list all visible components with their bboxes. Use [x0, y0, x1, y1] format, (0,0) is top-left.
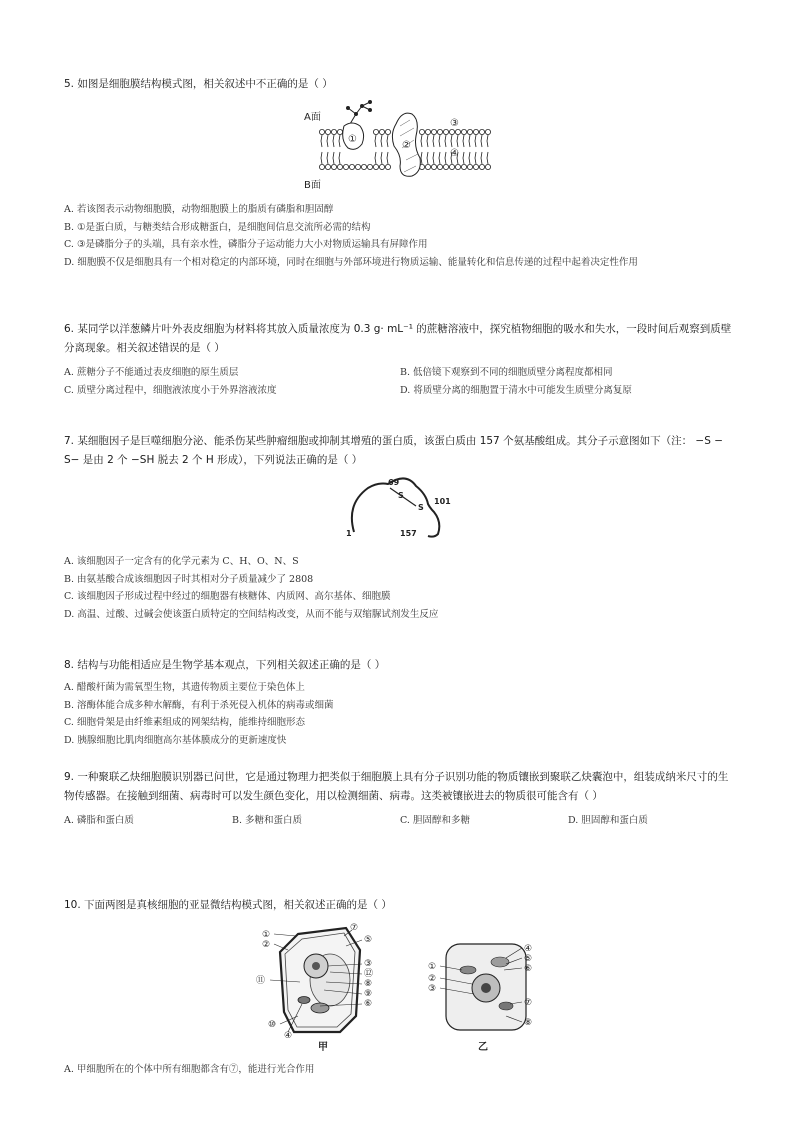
- yi-label-2: ②: [428, 974, 437, 984]
- jia-label-7: ⑦: [350, 923, 359, 933]
- yi-label-7: ⑦: [524, 998, 533, 1008]
- yi-label-5: ⑤: [524, 954, 533, 964]
- question-10-options: [64, 1061, 736, 1079]
- question-stem: 6. 某同学以洋葱鳞片叶外表皮细胞为材料将其放入质量浓度为 0.3 g· mL⁻¹ 的蔗糖溶液中，探究植物细胞的吸水和失水，一段时间后观察到质壁分离现象。相关叙述错误的是（ ）: [64, 323, 732, 354]
- option-c: C. 该细胞因子形成过程中经过的细胞器有核糖体、内质网、高尔基体、细胞膜: [64, 591, 391, 602]
- cell-membrane-figure: [300, 96, 500, 194]
- jia-label-10: ⑩: [268, 1020, 277, 1030]
- yi-label-8: ⑧: [524, 1018, 533, 1028]
- peptide-chain: [352, 478, 439, 536]
- sulfur-2: S: [418, 503, 424, 512]
- option-a: A. 磷脂和蛋白质: [64, 815, 134, 826]
- yi-label-4: ④: [524, 944, 533, 954]
- jia-label-6: ⑥: [364, 999, 373, 1009]
- question-10: [64, 896, 736, 915]
- option-a: A. 蔗糖分子不能通过表皮细胞的原生质层: [64, 367, 239, 378]
- yi-label-1: ①: [428, 962, 437, 972]
- option-c: C. 细胞骨架是由纤维素组成的网架结构，能维持细胞形态: [64, 717, 305, 728]
- option-a: A. 若该图表示动物细胞膜，动物细胞膜上的脂质有磷脂和胆固醇: [64, 204, 334, 215]
- question-8: [64, 656, 736, 749]
- label-4: ④: [450, 148, 459, 159]
- option-c: C. ③是磷脂分子的头端，具有亲水性，磷脂分子运动能力大小对物质运输具有屏障作用: [64, 239, 428, 250]
- label-1: ①: [348, 134, 357, 145]
- option-d: D. 高温、过酸、过碱会使该蛋白质特定的空间结构改变，从而不能与双缩脲试剂发生反应: [64, 608, 439, 620]
- question-stem: 7. 某细胞因子是巨噬细胞分泌、能杀伤某些肿瘤细胞或抑制其增殖的蛋白质，该蛋白质由 157 个氨基酸组成。其分子示意图如下（注： −S − S− 是由 2 个 −SH 脱去 2 个 H 形成），下列说法正确的是（ ）: [64, 435, 724, 466]
- option-a: A. 甲细胞所在的个体中所有细胞都含有⑦，能进行光合作用: [64, 1064, 315, 1075]
- residue-101: 101: [434, 497, 451, 506]
- option-a: A. 该细胞因子一定含有的化学元素为 C、H、O、N、S: [64, 556, 299, 567]
- a-side-label: A面: [304, 112, 321, 123]
- label-3: ③: [450, 118, 459, 129]
- option-d: D. 细胞膜不仅是细胞具有一个相对稳定的内部环境，同时在细胞与外部环境进行物质运输、能量转化和信息传递的过程中起着决定性作用: [64, 256, 638, 268]
- jia-label-11: ⑪: [256, 976, 266, 986]
- jia-label-9: ⑨: [364, 989, 373, 999]
- option-b: B. 溶酶体能合成多种水解酶，有利于杀死侵入机体的病毒或细菌: [64, 699, 334, 711]
- protein-chain-figure: [338, 474, 468, 542]
- question-stem: 5. 如图是细胞膜结构模式图，相关叙述中不正确的是（ ）: [64, 78, 333, 90]
- caption-jia: 甲: [318, 1042, 328, 1053]
- caption-yi: 乙: [478, 1042, 488, 1053]
- question-stem: 9. 一种聚联乙炔细胞膜识别器已问世，它是通过物理力把类似于细胞膜上具有分子识别功能的物质镶嵌到聚联乙炔囊泡中，组装成纳米尺寸的生物传感器。在接触到细菌、病毒时可以发生颜色变化，用以检测细菌、病毒。这类被镶嵌进去的物质很可能含有（ ）: [64, 771, 729, 802]
- residue-157: 157: [400, 529, 417, 538]
- question-5: [64, 75, 736, 94]
- label-2: ②: [402, 140, 411, 151]
- option-b: B. ①是蛋白质，与糖类结合形成糖蛋白，是细胞间信息交流所必需的结构: [64, 221, 371, 233]
- residue-69: 69: [388, 478, 400, 487]
- option-d: D. 胰腺细胞比肌肉细胞高尔基体膜成分的更新速度快: [64, 734, 287, 746]
- option-d: D. 胆固醇和蛋白质: [568, 815, 648, 826]
- option-c: C. 胆固醇和多糖: [400, 815, 470, 826]
- er: [491, 957, 509, 967]
- option-a: A. 醋酸杆菌为需氧型生物，其遗传物质主要位于染色体上: [64, 682, 305, 693]
- chloroplast: [311, 1003, 329, 1013]
- sulfur-1: S: [398, 491, 404, 500]
- jia-label-1: ①: [262, 930, 271, 940]
- option-d: D. 将质壁分离的细胞置于清水中可能发生质壁分离复原: [400, 384, 632, 396]
- option-b: B. 低倍镜下观察到不同的细胞质壁分离程度都相同: [400, 367, 613, 378]
- mitochondrion: [499, 1002, 513, 1010]
- option-b: B. 多糖和蛋白质: [232, 815, 303, 826]
- mitochondrion: [298, 997, 310, 1004]
- animal-cell-figure: [420, 940, 550, 1060]
- jia-label-12: ⑫: [364, 969, 374, 979]
- jia-label-2: ②: [262, 940, 271, 950]
- question-stem: 8. 结构与功能相适应是生物学基本观点，下列相关叙述正确的是（ ）: [64, 659, 386, 671]
- plant-cell-figure: [250, 920, 400, 1055]
- jia-label-4: ④: [284, 1031, 293, 1041]
- question-6: [64, 320, 736, 399]
- glycan-chain-icon: [347, 101, 372, 125]
- yi-label-6: ⑥: [524, 964, 533, 974]
- yi-label-3: ③: [428, 984, 437, 994]
- jia-label-3: ③: [364, 959, 373, 969]
- b-side-label: B面: [304, 180, 321, 191]
- question-7-options: [64, 553, 736, 623]
- jia-label-8: ⑧: [364, 979, 373, 989]
- residue-1: 1: [346, 529, 352, 538]
- question-stem: 10. 下面两图是真核细胞的亚显微结构模式图，相关叙述正确的是（ ）: [64, 899, 392, 911]
- option-b: B. 由氨基酸合成该细胞因子时其相对分子质量减少了 2808: [64, 573, 314, 585]
- question-7: [64, 432, 736, 470]
- question-9: [64, 768, 736, 830]
- option-c: C. 质壁分离过程中，细胞液浓度小于外界溶液浓度: [64, 384, 277, 396]
- golgi: [460, 966, 476, 974]
- jia-label-5: ⑤: [364, 935, 373, 945]
- question-5-options: [64, 201, 736, 271]
